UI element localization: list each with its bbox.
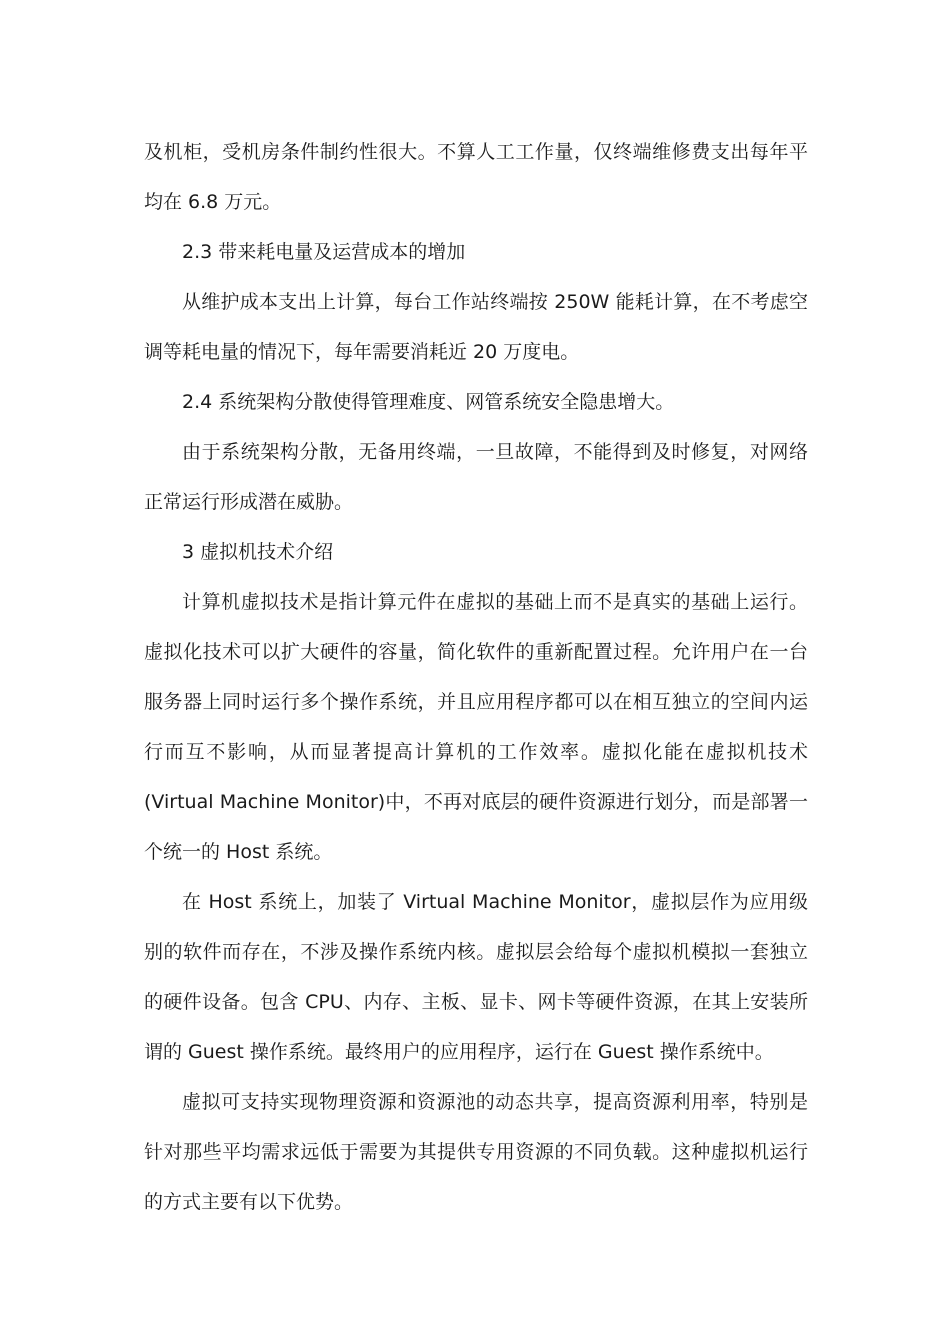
- paragraph-host-system: 在 Host 系统上，加装了 Virtual Machine Monitor，虚拟层作为应用级别的软件而存在，不涉及操作系统内核。虚拟层会给每个虚拟机模拟一套独立的硬件设备。包含 CPU、内存、主板、显卡、网卡等硬件资源，在其上安装所谓的 Guest 操作系统。最终用户的应用程序，运行在 Guest 操作系统中。: [144, 891, 808, 1063]
- paragraph-continued: 及机柜，受机房条件制约性很大。不算人工工作量，仅终端维修费支出每年平均在 6.8 万元。: [144, 141, 808, 213]
- section-heading-3: 3 虚拟机技术介绍: [182, 541, 334, 563]
- body-text: [144, 127, 808, 1227]
- section-heading-2-4: 2.4 系统架构分散使得管理难度、网管系统安全隐患增大。: [182, 391, 675, 413]
- paragraph-architecture-risk: 由于系统架构分散，无备用终端，一旦故障，不能得到及时修复，对网络正常运行形成潜在威胁。: [144, 441, 808, 513]
- paragraph-resource-sharing: 虚拟可支持实现物理资源和资源池的动态共享，提高资源利用率，特别是针对那些平均需求远低于需要为其提供专用资源的不同负载。这种虚拟机运行的方式主要有以下优势。: [144, 1091, 808, 1213]
- section-heading-2-3: 2.3 带来耗电量及运营成本的增加: [182, 241, 466, 263]
- paragraph-power-cost: 从维护成本支出上计算，每台工作站终端按 250W 能耗计算，在不考虑空调等耗电量的情况下，每年需要消耗近 20 万度电。: [144, 291, 808, 363]
- paragraph-virtualization-intro: 计算机虚拟技术是指计算元件在虚拟的基础上而不是真实的基础上运行。虚拟化技术可以扩大硬件的容量，简化软件的重新配置过程。允许用户在一台服务器上同时运行多个操作系统，并且应用程序都可以在相互独立的空间内运行而互不影响，从而显著提高计算机的工作效率。虚拟化能在虚拟机技术(Virtual Machine Monitor)中，不再对底层的硬件资源进行划分，而是部署一个统一的 Host 系统。: [144, 591, 808, 863]
